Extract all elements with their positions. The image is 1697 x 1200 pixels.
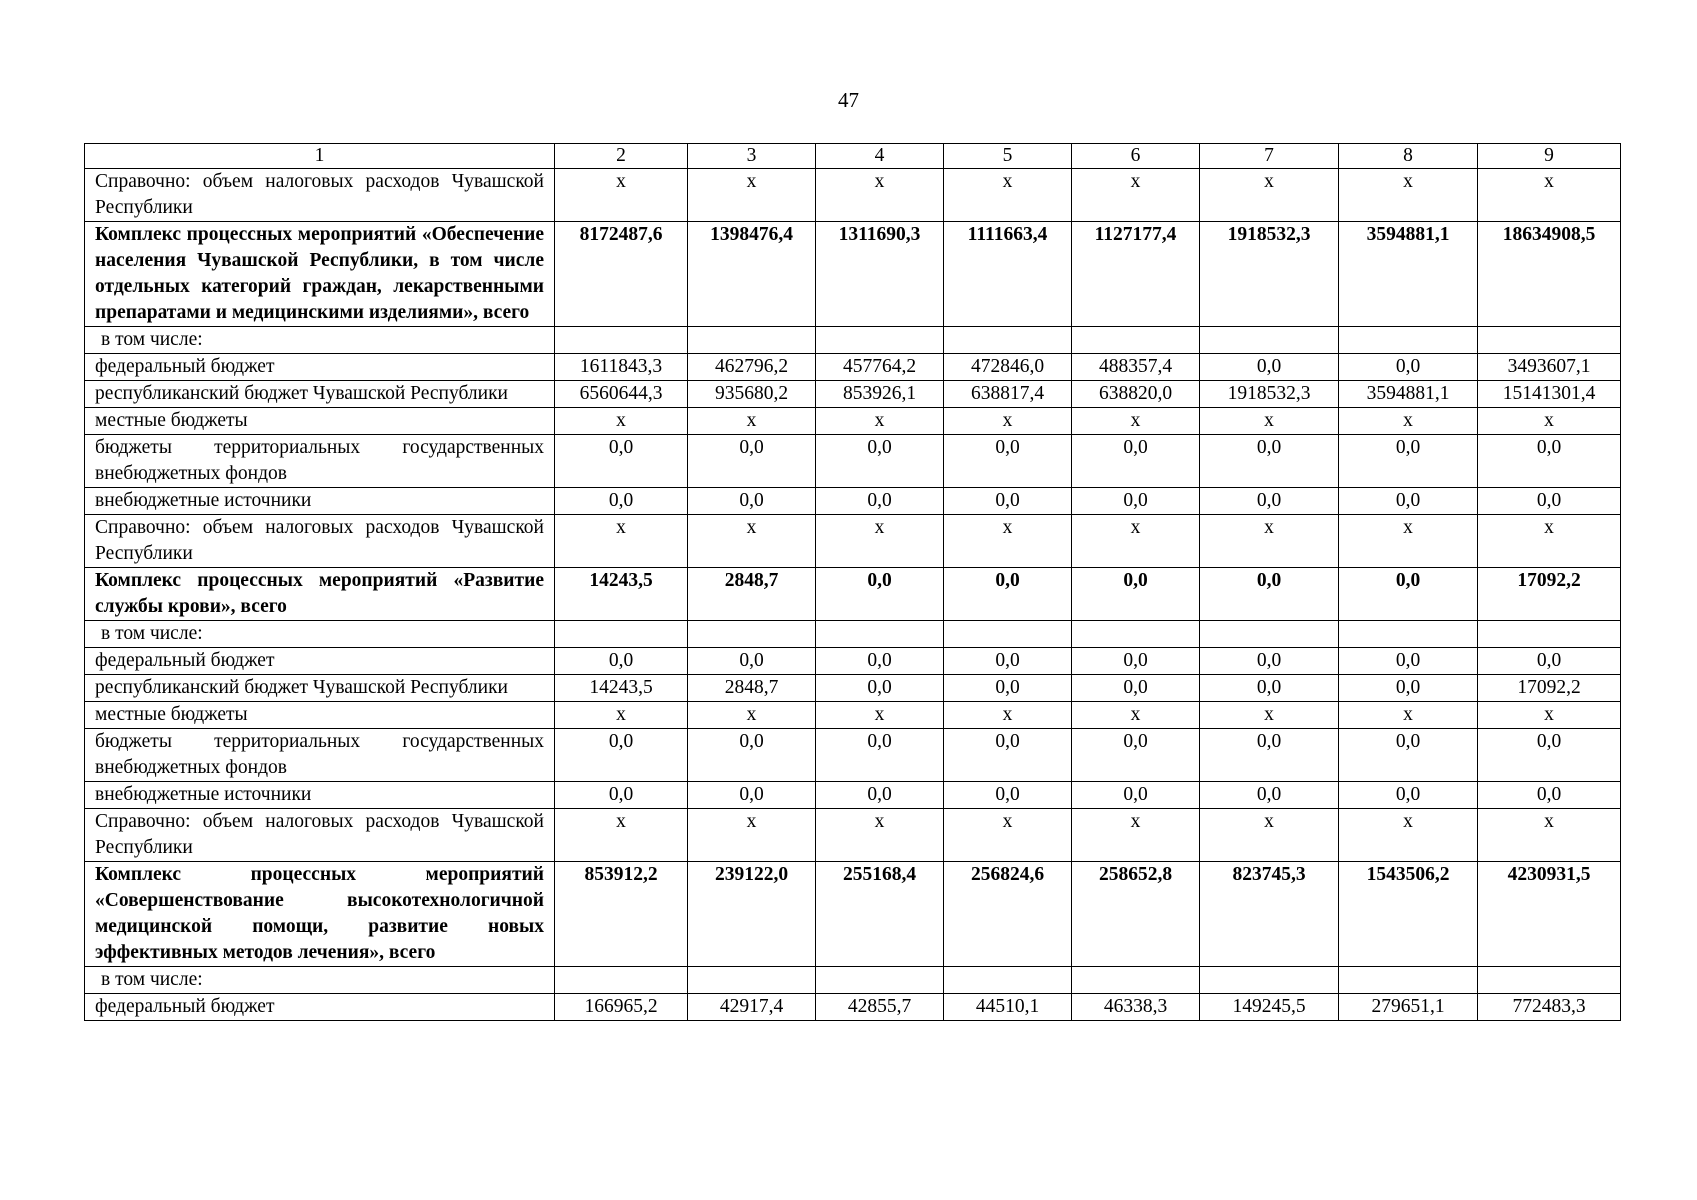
table-cell [1478, 621, 1621, 648]
table-cell: 0,0 [1339, 435, 1478, 488]
table-cell: 6560644,3 [555, 381, 688, 408]
row-label: внебюджетные источники [85, 488, 555, 515]
table-cell: 0,0 [1339, 729, 1478, 782]
table-cell [1200, 327, 1339, 354]
row-label: в том числе: [85, 967, 555, 994]
table-cell: 1111663,4 [944, 222, 1072, 327]
table-cell: 0,0 [555, 648, 688, 675]
table-cell: 0,0 [816, 729, 944, 782]
table-cell: 0,0 [555, 435, 688, 488]
table-cell [944, 621, 1072, 648]
table-cell: x [944, 809, 1072, 862]
table-cell [1200, 967, 1339, 994]
row-label: Справочно: объем налоговых расходов Чувашской Республики [85, 809, 555, 862]
table-cell: 0,0 [1478, 488, 1621, 515]
table-cell: 488357,4 [1072, 354, 1200, 381]
table-cell: 0,0 [944, 488, 1072, 515]
table-cell: 8172487,6 [555, 222, 688, 327]
table-cell [555, 327, 688, 354]
table-cell: 0,0 [1478, 435, 1621, 488]
table-cell: 0,0 [1478, 782, 1621, 809]
table-cell: 1127177,4 [1072, 222, 1200, 327]
table-cell: 0,0 [688, 488, 816, 515]
table-cell [816, 967, 944, 994]
column-header-5: 5 [944, 144, 1072, 169]
table-cell: 44510,1 [944, 994, 1072, 1021]
table-cell: 0,0 [1339, 488, 1478, 515]
table-cell: 0,0 [816, 488, 944, 515]
table-cell: x [688, 515, 816, 568]
table-cell: 279651,1 [1339, 994, 1478, 1021]
table-cell: 0,0 [944, 648, 1072, 675]
table-row [85, 327, 1621, 354]
table-cell [1478, 327, 1621, 354]
table-cell: x [1478, 408, 1621, 435]
table-cell: 0,0 [1072, 675, 1200, 702]
table-cell: x [1339, 169, 1478, 222]
table-cell: 2848,7 [688, 675, 816, 702]
table-row [85, 515, 1621, 568]
table-row [85, 354, 1621, 381]
column-header-4: 4 [816, 144, 944, 169]
table-row [85, 809, 1621, 862]
table-row [85, 782, 1621, 809]
table-cell [555, 621, 688, 648]
row-label: Справочно: объем налоговых расходов Чувашской Республики [85, 169, 555, 222]
table-cell [1339, 327, 1478, 354]
table-cell: 823745,3 [1200, 862, 1339, 967]
table-cell: 0,0 [1072, 782, 1200, 809]
table-cell [1339, 621, 1478, 648]
table-row [85, 967, 1621, 994]
table-cell: 0,0 [816, 568, 944, 621]
row-label: местные бюджеты [85, 408, 555, 435]
table-cell: 15141301,4 [1478, 381, 1621, 408]
table-row [85, 648, 1621, 675]
table-cell: 17092,2 [1478, 675, 1621, 702]
row-label: Комплекс процессных мероприятий «Развитие службы крови», всего [85, 568, 555, 621]
table-cell: x [816, 408, 944, 435]
table-cell: 0,0 [944, 729, 1072, 782]
table-cell: 638820,0 [1072, 381, 1200, 408]
table-cell: 42917,4 [688, 994, 816, 1021]
table-cell [688, 967, 816, 994]
row-label: местные бюджеты [85, 702, 555, 729]
table-cell: x [555, 809, 688, 862]
row-label: в том числе: [85, 621, 555, 648]
table-cell: 14243,5 [555, 568, 688, 621]
table-cell [1072, 327, 1200, 354]
row-label: Комплекс процессных мероприятий «Обеспечение населения Чувашской Республики, в том числе отдельных категорий граждан, лекарственными препаратами и медицинскими изделиями», всего [85, 222, 555, 327]
table-cell: 0,0 [1339, 675, 1478, 702]
row-label: федеральный бюджет [85, 354, 555, 381]
table-cell: 42855,7 [816, 994, 944, 1021]
table-cell [1072, 967, 1200, 994]
table-cell: x [1339, 809, 1478, 862]
table-cell: 0,0 [816, 675, 944, 702]
table-cell: 853926,1 [816, 381, 944, 408]
table-cell: 0,0 [1478, 729, 1621, 782]
table-cell: 0,0 [688, 435, 816, 488]
table-cell: 0,0 [555, 488, 688, 515]
table-cell: 255168,4 [816, 862, 944, 967]
table-cell [944, 967, 1072, 994]
table-row [85, 435, 1621, 488]
table-cell: x [1200, 809, 1339, 862]
table-cell: x [1072, 408, 1200, 435]
table-cell: x [688, 809, 816, 862]
table-cell: x [555, 702, 688, 729]
row-label: республиканский бюджет Чувашской Республики [85, 381, 555, 408]
table-cell: x [688, 169, 816, 222]
table-cell: 3594881,1 [1339, 381, 1478, 408]
column-header-7: 7 [1200, 144, 1339, 169]
table-cell: 0,0 [1200, 568, 1339, 621]
table-cell: x [816, 809, 944, 862]
table-cell: 0,0 [816, 648, 944, 675]
table-row [85, 702, 1621, 729]
column-header-3: 3 [688, 144, 816, 169]
table-cell: x [944, 515, 1072, 568]
table-cell: 14243,5 [555, 675, 688, 702]
table-cell: 0,0 [1200, 648, 1339, 675]
table-row [85, 729, 1621, 782]
column-header-8: 8 [1339, 144, 1478, 169]
table-cell: 0,0 [1200, 354, 1339, 381]
table-cell: 0,0 [1339, 354, 1478, 381]
table-cell: x [1478, 169, 1621, 222]
column-header-9: 9 [1478, 144, 1621, 169]
table-cell: 0,0 [1072, 488, 1200, 515]
table-cell: 258652,8 [1072, 862, 1200, 967]
table-cell: 853912,2 [555, 862, 688, 967]
table-cell: 0,0 [816, 435, 944, 488]
table-cell: x [944, 169, 1072, 222]
table-cell: 0,0 [1339, 782, 1478, 809]
table-cell: x [688, 408, 816, 435]
table-cell: 0,0 [1200, 782, 1339, 809]
table-cell: 772483,3 [1478, 994, 1621, 1021]
table-row [85, 862, 1621, 967]
table-cell: 1311690,3 [816, 222, 944, 327]
table-row [85, 222, 1621, 327]
table-cell: x [816, 515, 944, 568]
column-header-1: 1 [85, 144, 555, 169]
table-cell: 46338,3 [1072, 994, 1200, 1021]
table-cell: 166965,2 [555, 994, 688, 1021]
table-cell: 1398476,4 [688, 222, 816, 327]
table-cell: x [944, 408, 1072, 435]
table-cell: 18634908,5 [1478, 222, 1621, 327]
table-cell: 0,0 [688, 729, 816, 782]
table-cell: 3493607,1 [1478, 354, 1621, 381]
row-label: республиканский бюджет Чувашской Республики [85, 675, 555, 702]
table-cell: 0,0 [688, 648, 816, 675]
table-cell: x [816, 169, 944, 222]
table-cell: 457764,2 [816, 354, 944, 381]
page-number: 47 [838, 88, 859, 112]
table-row [85, 568, 1621, 621]
table-cell: 1918532,3 [1200, 381, 1339, 408]
table-cell: 0,0 [1339, 648, 1478, 675]
table-cell: x [1200, 515, 1339, 568]
table-cell: 0,0 [1478, 648, 1621, 675]
table-cell: x [555, 169, 688, 222]
table-cell [1339, 967, 1478, 994]
table-cell [944, 327, 1072, 354]
table-cell: 0,0 [816, 782, 944, 809]
table-cell: 0,0 [688, 782, 816, 809]
table-cell [688, 327, 816, 354]
table-cell: x [1339, 515, 1478, 568]
table-cell: 1543506,2 [1339, 862, 1478, 967]
table-cell: 0,0 [1200, 435, 1339, 488]
table-cell: 0,0 [1072, 568, 1200, 621]
table-cell: x [1072, 702, 1200, 729]
table-cell: 935680,2 [688, 381, 816, 408]
table-row [85, 488, 1621, 515]
table-row [85, 408, 1621, 435]
table-cell: 4230931,5 [1478, 862, 1621, 967]
table-cell: 0,0 [1072, 648, 1200, 675]
table-cell: 256824,6 [944, 862, 1072, 967]
table-cell: 149245,5 [1200, 994, 1339, 1021]
table-cell [1478, 967, 1621, 994]
table-row [85, 621, 1621, 648]
table-cell: 638817,4 [944, 381, 1072, 408]
table-header-row [85, 144, 1621, 169]
table-cell: x [1072, 169, 1200, 222]
table-cell: x [1478, 702, 1621, 729]
table-cell: 0,0 [1339, 568, 1478, 621]
table-cell [816, 327, 944, 354]
table-cell [688, 621, 816, 648]
table-cell [816, 621, 944, 648]
table-cell: 0,0 [1200, 488, 1339, 515]
table-cell: x [1200, 169, 1339, 222]
table-cell: 239122,0 [688, 862, 816, 967]
row-label: федеральный бюджет [85, 994, 555, 1021]
table-cell: 0,0 [944, 435, 1072, 488]
table-cell: x [1339, 408, 1478, 435]
table-cell: x [1478, 515, 1621, 568]
table-cell: x [816, 702, 944, 729]
table-cell: 472846,0 [944, 354, 1072, 381]
table-cell: 0,0 [1200, 729, 1339, 782]
column-header-2: 2 [555, 144, 688, 169]
row-label: внебюджетные источники [85, 782, 555, 809]
table-cell: 0,0 [944, 782, 1072, 809]
row-label: федеральный бюджет [85, 648, 555, 675]
table-cell: x [1339, 702, 1478, 729]
table-cell [1200, 621, 1339, 648]
table-cell: x [688, 702, 816, 729]
column-header-6: 6 [1072, 144, 1200, 169]
table-cell: x [555, 515, 688, 568]
table-cell: 0,0 [555, 729, 688, 782]
table-row [85, 675, 1621, 702]
table-cell [555, 967, 688, 994]
table-cell: x [1072, 809, 1200, 862]
table-cell: x [1200, 408, 1339, 435]
row-label: бюджеты территориальных государственных внебюджетных фондов [85, 435, 555, 488]
table-cell: 0,0 [1072, 729, 1200, 782]
table-cell: x [1200, 702, 1339, 729]
table-cell: 0,0 [1200, 675, 1339, 702]
table-cell: 2848,7 [688, 568, 816, 621]
table-cell: 0,0 [944, 675, 1072, 702]
row-label: Комплекс процессных мероприятий «Совершенствование высокотехнологичной медицинской помощи, развитие новых эффективных методов лечения», всего [85, 862, 555, 967]
table-cell: 462796,2 [688, 354, 816, 381]
table-cell: x [1478, 809, 1621, 862]
budget-table [84, 143, 1621, 1021]
table-row [85, 994, 1621, 1021]
row-label: бюджеты территориальных государственных внебюджетных фондов [85, 729, 555, 782]
row-label: в том числе: [85, 327, 555, 354]
table-cell: 0,0 [555, 782, 688, 809]
row-label: Справочно: объем налоговых расходов Чувашской Республики [85, 515, 555, 568]
table-cell: x [555, 408, 688, 435]
table-cell: 17092,2 [1478, 568, 1621, 621]
table-cell: 1611843,3 [555, 354, 688, 381]
table-cell: x [1072, 515, 1200, 568]
table-cell [1072, 621, 1200, 648]
table-cell: 0,0 [1072, 435, 1200, 488]
table-cell: 0,0 [944, 568, 1072, 621]
table-cell: 3594881,1 [1339, 222, 1478, 327]
table-cell: 1918532,3 [1200, 222, 1339, 327]
table-row [85, 381, 1621, 408]
table-cell: x [944, 702, 1072, 729]
table-row [85, 169, 1621, 222]
